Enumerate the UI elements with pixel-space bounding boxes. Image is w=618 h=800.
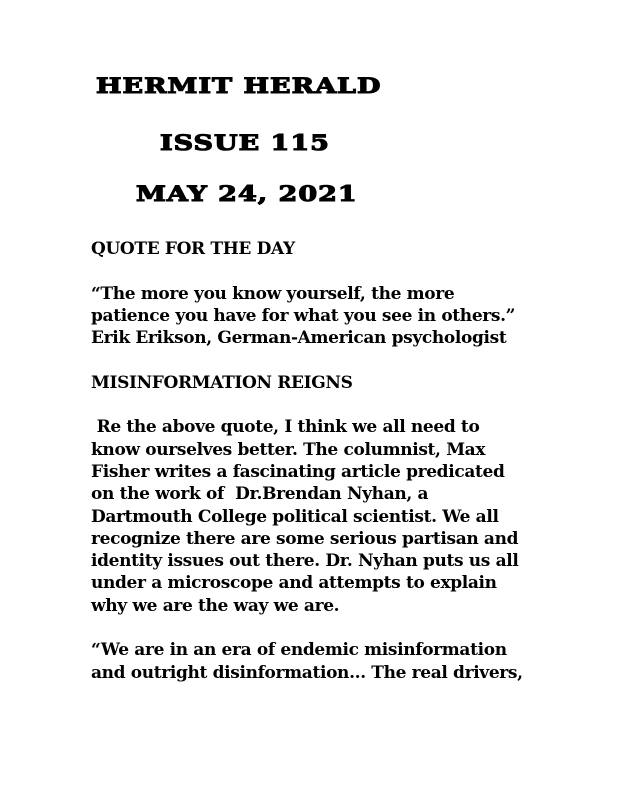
quote-attribution: Erik Erikson, German-American psychologist	[91, 328, 507, 349]
paragraph-line: and outright disinformation… The real drivers,	[91, 662, 523, 683]
spacer	[91, 349, 596, 371]
paragraph-line: on the work of Dr.Brendan Nyhan, a	[91, 484, 429, 505]
paragraph-line: under a microscope and attempts to explain	[91, 573, 497, 594]
spacer	[91, 260, 596, 282]
article-paragraph-2	[91, 639, 596, 684]
paragraph-line: recognize there are some serious partisan and	[91, 528, 519, 549]
article-heading: MISINFORMATION REIGNS	[91, 372, 353, 393]
paragraph-line: Fisher writes a fascinating article predicated	[91, 461, 505, 482]
issue-date: MAY 24, 2021	[136, 182, 358, 207]
paragraph-line: identity issues out there. Dr. Nyhan puts us all	[91, 551, 519, 572]
paragraph-line: Re the above quote, I think we all need to	[91, 417, 480, 438]
spacer	[91, 394, 596, 416]
paragraph-line: know ourselves better. The columnist, Max	[91, 439, 486, 460]
quote-text	[91, 283, 596, 350]
paragraph-line: Dartmouth College political scientist. We all	[91, 506, 499, 527]
spacer	[91, 617, 596, 639]
paragraph-line: why we are the way we are.	[91, 595, 340, 616]
article-paragraph-1	[91, 416, 596, 617]
quote-line: “The more you know yourself, the more	[91, 283, 455, 304]
issue-number: ISSUE 115	[160, 131, 330, 156]
masthead-title: HERMIT HERALD	[96, 74, 382, 99]
document-body	[91, 238, 596, 684]
quote-heading: QUOTE FOR THE DAY	[91, 239, 295, 259]
paragraph-line: “We are in an era of endemic misinformation	[91, 640, 507, 661]
quote-line: patience you have for what you see in others.”	[91, 305, 516, 326]
